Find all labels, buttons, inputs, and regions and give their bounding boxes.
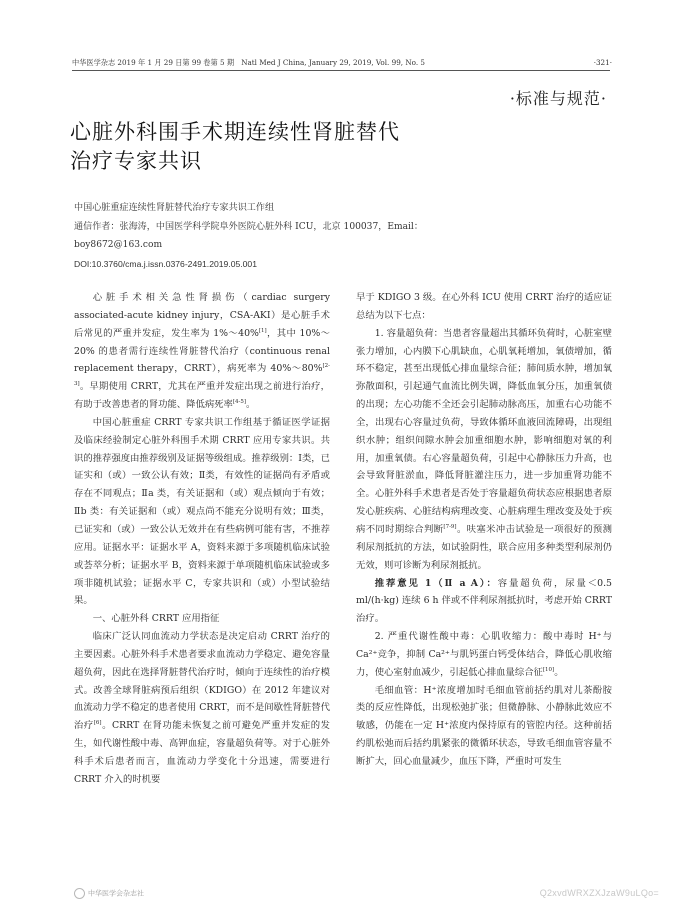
- article-title-line-2: 治疗专家共识: [70, 149, 202, 173]
- citation: [1]: [258, 327, 267, 334]
- paragraph-volume-overload: 1. 容量超负荷：当患者容量超出其循环负荷时，心脏室壁张力增加，心内膜下心肌缺血，心肌氧耗增加，氧债增加，循环不稳定，甚至出现低心排血量综合征；肺间质水肿，增加氧弥散面积，引起通气血流比例失调，降低血氧分压，加重氧债的出现；左心功能不全还会引起肺动脉高压，加重右心功能不全，出现右心容量过负荷，导致体循环血液回流障碍，出现组织水肿；组织间隙水肿会加重细胞水肿，影响细胞对氧的利用，加重氧债。右心容量超负荷，引起中心静脉压力升高，也会导致肾脏淤血，降低肾脏灌注压力，进一步加重肾功能不全。心脏外科手术患者是否处于容量超负荷状态应根据患者原发心脏疾病、心脏结构病理改变、心脏病理生理改变及处于疾病不同时期综合判断[7-9]。呋塞米冲击试验是一项很好的预测利尿剂抵抗的方法，如试验阴性，联合应用多种类型利尿剂仍无效，则可诊断为利尿剂抵抗。: [356, 327, 612, 571]
- journal-citation-line: 中华医学杂志 2019 年 1 月 29 日第 99 卷第 5 期 Natl Med J China, January 29, 2019, Vol. 99, No. 5: [72, 58, 425, 67]
- left-column: [74, 289, 330, 789]
- paragraph-capillary: 毛细血管：H⁺浓度增加时毛细血管前括约肌对儿茶酚胺类的反应性降低，出现松弛扩张；但微静脉、小静脉此效应不敏感，仍能在一定 H⁺浓度内保持原有的管腔内径。这种前括约肌松弛而后括约肌紧张的微循环状态，导致毛细血管容量不断扩大，回心血量减少，血压下降，严重时可发生: [356, 684, 612, 767]
- publisher-name: 中华医学会杂志社: [88, 890, 144, 898]
- article-title: [70, 118, 590, 176]
- section-tag: ·标准与规范·: [509, 89, 607, 108]
- doi: DOI:10.3760/cma.j.issn.0376-2491.2019.05.001: [74, 258, 257, 269]
- citation: [6]: [93, 720, 102, 727]
- correspondence-email: boy8672@163.com: [74, 240, 163, 250]
- section-heading-indications: 一、心脏外科 CRRT 应用指征: [92, 613, 220, 625]
- right-column: [356, 289, 612, 771]
- paragraph-recommendation-grading: 中国心脏重症 CRRT 专家共识工作组基于循证医学证据及临床经验制定心脏外科围手术期 CRRT 应用专家共识。共识的推荐强度由推荐级别及证据等级组成。推荐级别：Ⅰ类，已证实和（或）一致公认有效；Ⅱ类，有效性的证据尚有矛盾或存在不同观点；Ⅱa 类，有关证据和（或）观点倾向于有效；Ⅱb 类：有关证据和（或）观点尚不能充分说明有效；Ⅲ类，已证实和（或）一致公认无效并在有些病例可能有害，不推荐应用。证据水平：证据水平 A，资料来源于多项随机临床试验或荟萃分析；证据水平 B，资料来源于单项随机临床试验或多项非随机试验；证据水平 C，专家共识和（或）小型试验结果。: [74, 416, 330, 607]
- running-header: [72, 58, 612, 68]
- page-number: ·321·: [593, 58, 612, 67]
- article-title-line-1: 心脏外科围手术期连续性肾脏替代: [70, 120, 400, 144]
- recommendation-1: 推荐意见 1（Ⅱ a A）：容量超负荷，尿量＜0.5 ml/(h·kg) 连续 6 h 伴或不伴利尿剂抵抗时，考虑开始 CRRT 治疗。: [356, 577, 612, 625]
- header-divider: [72, 70, 610, 71]
- publisher-footer: [74, 888, 144, 899]
- citation: [2-3]: [74, 363, 330, 388]
- paragraph-continued: 早于 KDIGO 3 级。在心外科 ICU 使用 CRRT 治疗的适应证总结为以下七点：: [356, 292, 612, 321]
- paragraph-intro: 心脏手术相关急性肾损伤（cardiac surgery associated-acute kidney injury，CSA-AKI）是心脏手术后常见的严重并发症，发生率为 1%～40%[1]，其中 10%～20% 的患者需行连续性肾脏替代治疗（continuous renal replacement therapy，CRRT），病死率为 40%～80%[2-3]。早期使用 CRRT，尤其在严重并发症出现之前进行治疗，有助于改善患者的肾功能、降低病死率[4-5]。: [74, 292, 330, 411]
- footer-watermark-code: Q2xvdWRXZXJzaW9uLQo=: [539, 888, 659, 898]
- paragraph-hemodynamics: 临床广泛认同血流动力学状态是决定启动 CRRT 治疗的主要因素。心脏外科手术患者要求血流动力学稳定、避免容量超负荷，因此在选择肾脏替代治疗时，倾向于连续性的治疗模式。改善全球肾脏病预后组织（KDIGO）在 2012 年建议对血流动力学不稳定的患者使用 CRRT，而不是间歇性肾脏替代治疗[6]。CRRT 在肾功能未恢复之前可避免严重并发症的发生，如代谢性酸中毒、高钾血症，容量超负荷等。对于心脏外科手术后患者而言，血流动力学变化十分迅速，需要进行 CRRT 介入的时机要: [74, 631, 330, 785]
- publisher-logo-icon: [74, 888, 85, 899]
- article-meta: [74, 199, 614, 273]
- paragraph-metabolic-acidosis: 2. 严重代谢性酸中毒：心肌收缩力：酸中毒时 H⁺与 Ca²⁺竞争，抑制 Ca²⁺与肌钙蛋白钙受体结合，降低心肌收缩力，使心室射血减少，引起低心排血量综合征[10]。: [356, 631, 612, 678]
- correspondence: 通信作者：张海涛，中国医学科学院阜外医院心脏外科 ICU，北京 100037，Email：: [74, 221, 423, 232]
- author-group: 中国心脏重症连续性肾脏替代治疗专家共识工作组: [74, 203, 275, 213]
- citation: [7-9]: [443, 523, 457, 530]
- citation: [10]: [542, 666, 555, 673]
- citation: [4-5]: [232, 398, 247, 405]
- recommendation-label: 推荐意见 1（Ⅱ a A）：: [374, 577, 498, 589]
